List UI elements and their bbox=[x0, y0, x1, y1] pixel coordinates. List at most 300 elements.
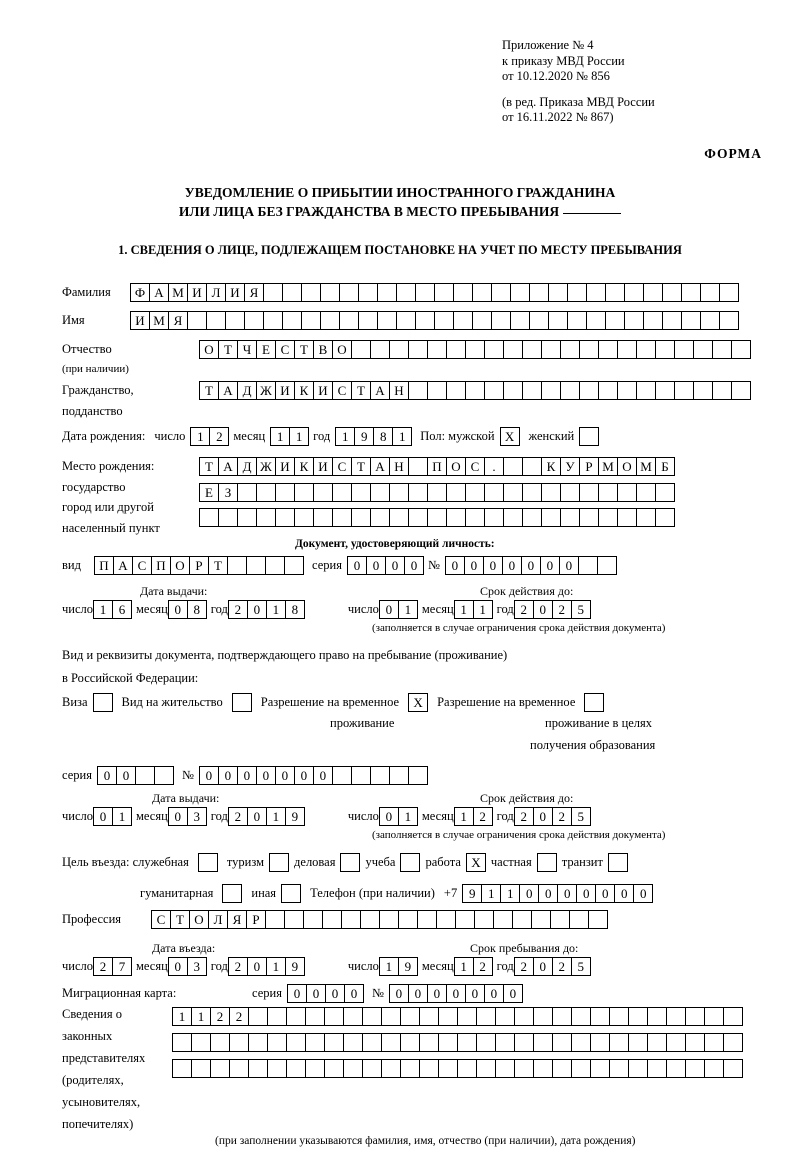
cell[interactable] bbox=[419, 1007, 439, 1026]
cell[interactable]: 0 bbox=[168, 600, 188, 619]
cell[interactable] bbox=[503, 340, 523, 359]
cell[interactable] bbox=[263, 283, 283, 302]
cell[interactable] bbox=[389, 340, 409, 359]
cell[interactable] bbox=[305, 1033, 325, 1052]
cell[interactable] bbox=[465, 483, 485, 502]
cell[interactable] bbox=[533, 1033, 553, 1052]
cell[interactable] bbox=[227, 556, 247, 575]
cell[interactable]: 1 bbox=[454, 600, 474, 619]
cell[interactable] bbox=[453, 311, 473, 330]
cell[interactable]: Ф bbox=[130, 283, 150, 302]
cell[interactable]: 2 bbox=[228, 807, 248, 826]
purpose-transit-checkbox[interactable] bbox=[608, 853, 628, 872]
cell[interactable]: О bbox=[170, 556, 190, 575]
cell[interactable] bbox=[415, 311, 435, 330]
cell[interactable] bbox=[465, 381, 485, 400]
cell[interactable]: Д bbox=[237, 381, 257, 400]
cell[interactable]: 1 bbox=[266, 807, 286, 826]
cell[interactable] bbox=[265, 910, 285, 929]
cell[interactable]: Я bbox=[227, 910, 247, 929]
cell[interactable] bbox=[282, 283, 302, 302]
stay-day-boxes[interactable] bbox=[379, 957, 417, 976]
cell[interactable]: 0 bbox=[199, 766, 219, 785]
purpose-humanitarian-checkbox[interactable] bbox=[222, 884, 242, 903]
identity-valid-month-boxes[interactable] bbox=[454, 600, 492, 619]
cell[interactable]: Т bbox=[218, 340, 238, 359]
cell[interactable] bbox=[419, 1059, 439, 1078]
cell[interactable] bbox=[343, 1059, 363, 1078]
cell[interactable] bbox=[446, 381, 466, 400]
birth-month-boxes[interactable] bbox=[270, 427, 308, 446]
cell[interactable] bbox=[662, 311, 682, 330]
cell[interactable] bbox=[567, 283, 587, 302]
permit-series-boxes[interactable] bbox=[97, 766, 173, 785]
cell[interactable] bbox=[332, 508, 352, 527]
cell[interactable] bbox=[408, 457, 428, 476]
cell[interactable] bbox=[265, 556, 285, 575]
representatives-boxes-row3[interactable] bbox=[172, 1059, 742, 1078]
cell[interactable]: 0 bbox=[218, 766, 238, 785]
cell[interactable] bbox=[398, 910, 418, 929]
cell[interactable] bbox=[457, 1033, 477, 1052]
cell[interactable]: С bbox=[465, 457, 485, 476]
cell[interactable] bbox=[267, 1033, 287, 1052]
purpose-tourism-checkbox[interactable] bbox=[269, 853, 289, 872]
cell[interactable]: 1 bbox=[500, 884, 520, 903]
cell[interactable]: 0 bbox=[247, 807, 267, 826]
cell[interactable] bbox=[484, 340, 504, 359]
cell[interactable] bbox=[427, 508, 447, 527]
permit-issue-day-boxes[interactable] bbox=[93, 807, 131, 826]
cell[interactable] bbox=[522, 508, 542, 527]
surname-boxes[interactable] bbox=[130, 283, 738, 302]
cell[interactable]: А bbox=[218, 457, 238, 476]
cell[interactable] bbox=[389, 766, 409, 785]
cell[interactable]: Н bbox=[389, 457, 409, 476]
cell[interactable] bbox=[636, 508, 656, 527]
cell[interactable] bbox=[723, 1033, 743, 1052]
purpose-service-checkbox[interactable] bbox=[198, 853, 218, 872]
cell[interactable] bbox=[514, 1033, 534, 1052]
cell[interactable]: 9 bbox=[285, 957, 305, 976]
cell[interactable] bbox=[723, 1059, 743, 1078]
cell[interactable]: О bbox=[332, 340, 352, 359]
cell[interactable] bbox=[693, 381, 713, 400]
cell[interactable]: 0 bbox=[559, 556, 579, 575]
cell[interactable] bbox=[503, 483, 523, 502]
cell[interactable] bbox=[472, 311, 492, 330]
cell[interactable] bbox=[533, 1007, 553, 1026]
cell[interactable] bbox=[636, 381, 656, 400]
cell[interactable] bbox=[263, 311, 283, 330]
permit-valid-day-boxes[interactable] bbox=[379, 807, 417, 826]
cell[interactable] bbox=[655, 483, 675, 502]
cell[interactable]: 1 bbox=[93, 600, 113, 619]
stay-month-boxes[interactable] bbox=[454, 957, 492, 976]
cell[interactable]: 0 bbox=[404, 556, 424, 575]
cell[interactable]: 9 bbox=[354, 427, 374, 446]
cell[interactable] bbox=[647, 1007, 667, 1026]
cell[interactable]: 0 bbox=[366, 556, 386, 575]
cell[interactable] bbox=[531, 910, 551, 929]
cell[interactable] bbox=[343, 1033, 363, 1052]
cell[interactable] bbox=[446, 508, 466, 527]
cell[interactable] bbox=[643, 283, 663, 302]
entry-day-boxes[interactable] bbox=[93, 957, 131, 976]
cell[interactable]: 5 bbox=[571, 807, 591, 826]
cell[interactable] bbox=[476, 1007, 496, 1026]
cell[interactable] bbox=[586, 311, 606, 330]
cell[interactable]: 2 bbox=[552, 807, 572, 826]
cell[interactable]: 0 bbox=[538, 884, 558, 903]
cell[interactable] bbox=[436, 910, 456, 929]
cell[interactable]: . bbox=[484, 457, 504, 476]
identity-issue-month-boxes[interactable] bbox=[168, 600, 206, 619]
cell[interactable] bbox=[286, 1059, 306, 1078]
cell[interactable]: 1 bbox=[172, 1007, 192, 1026]
cell[interactable] bbox=[493, 910, 513, 929]
cell[interactable] bbox=[512, 910, 532, 929]
cell[interactable]: З bbox=[218, 483, 238, 502]
cell[interactable]: 9 bbox=[285, 807, 305, 826]
cell[interactable] bbox=[628, 1033, 648, 1052]
cell[interactable] bbox=[617, 483, 637, 502]
cell[interactable]: 0 bbox=[287, 984, 307, 1003]
cell[interactable]: 2 bbox=[209, 427, 229, 446]
cell[interactable] bbox=[438, 1059, 458, 1078]
cell[interactable]: Я bbox=[244, 283, 264, 302]
cell[interactable]: 1 bbox=[454, 957, 474, 976]
cell[interactable]: 0 bbox=[247, 600, 267, 619]
cell[interactable] bbox=[362, 1007, 382, 1026]
cell[interactable] bbox=[552, 1033, 572, 1052]
cell[interactable]: 2 bbox=[229, 1007, 249, 1026]
cell[interactable] bbox=[598, 381, 618, 400]
cell[interactable] bbox=[605, 283, 625, 302]
cell[interactable]: А bbox=[370, 381, 390, 400]
temp-residence-checkbox[interactable]: X bbox=[408, 693, 428, 712]
cell[interactable] bbox=[320, 283, 340, 302]
cell[interactable] bbox=[294, 483, 314, 502]
permit-number-boxes[interactable] bbox=[199, 766, 427, 785]
cell[interactable]: 0 bbox=[275, 766, 295, 785]
cell[interactable] bbox=[370, 483, 390, 502]
cell[interactable] bbox=[666, 1007, 686, 1026]
cell[interactable]: Е bbox=[256, 340, 276, 359]
cell[interactable]: Л bbox=[208, 910, 228, 929]
cell[interactable] bbox=[723, 1007, 743, 1026]
cell[interactable] bbox=[225, 311, 245, 330]
cell[interactable] bbox=[598, 340, 618, 359]
cell[interactable] bbox=[248, 1007, 268, 1026]
cell[interactable] bbox=[332, 766, 352, 785]
cell[interactable] bbox=[246, 556, 266, 575]
identity-number-boxes[interactable] bbox=[445, 556, 616, 575]
cell[interactable]: 2 bbox=[93, 957, 113, 976]
cell[interactable]: Н bbox=[389, 381, 409, 400]
cell[interactable]: А bbox=[218, 381, 238, 400]
cell[interactable]: П bbox=[94, 556, 114, 575]
cell[interactable] bbox=[434, 311, 454, 330]
cell[interactable] bbox=[647, 1059, 667, 1078]
cell[interactable] bbox=[719, 311, 739, 330]
cell[interactable]: 0 bbox=[557, 884, 577, 903]
cell[interactable] bbox=[700, 283, 720, 302]
cell[interactable]: М bbox=[598, 457, 618, 476]
cell[interactable]: Т bbox=[294, 340, 314, 359]
cell[interactable] bbox=[360, 910, 380, 929]
cell[interactable]: 5 bbox=[571, 600, 591, 619]
cell[interactable]: 1 bbox=[481, 884, 501, 903]
permit-issue-month-boxes[interactable] bbox=[168, 807, 206, 826]
cell[interactable] bbox=[541, 483, 561, 502]
visa-checkbox[interactable] bbox=[93, 693, 113, 712]
cell[interactable]: 3 bbox=[187, 807, 207, 826]
cell[interactable]: 1 bbox=[454, 807, 474, 826]
sex-female-checkbox[interactable] bbox=[579, 427, 599, 446]
cell[interactable] bbox=[597, 556, 617, 575]
cell[interactable]: Б bbox=[655, 457, 675, 476]
cell[interactable] bbox=[522, 340, 542, 359]
entry-month-boxes[interactable] bbox=[168, 957, 206, 976]
cell[interactable] bbox=[529, 311, 549, 330]
cell[interactable] bbox=[514, 1007, 534, 1026]
cell[interactable]: Т bbox=[351, 457, 371, 476]
cell[interactable]: 0 bbox=[633, 884, 653, 903]
cell[interactable] bbox=[655, 340, 675, 359]
cell[interactable]: 0 bbox=[533, 807, 553, 826]
cell[interactable] bbox=[408, 381, 428, 400]
cell[interactable]: 0 bbox=[379, 807, 399, 826]
cell[interactable]: С bbox=[275, 340, 295, 359]
birth-year-boxes[interactable] bbox=[335, 427, 411, 446]
cell[interactable] bbox=[206, 311, 226, 330]
cell[interactable] bbox=[322, 910, 342, 929]
cell[interactable] bbox=[218, 508, 238, 527]
edu-residence-checkbox[interactable] bbox=[584, 693, 604, 712]
cell[interactable] bbox=[465, 508, 485, 527]
cell[interactable]: 0 bbox=[614, 884, 634, 903]
cell[interactable] bbox=[712, 381, 732, 400]
cell[interactable]: О bbox=[446, 457, 466, 476]
cell[interactable] bbox=[578, 556, 598, 575]
cell[interactable]: И bbox=[313, 381, 333, 400]
cell[interactable]: 0 bbox=[97, 766, 117, 785]
cell[interactable] bbox=[533, 1059, 553, 1078]
cell[interactable]: 0 bbox=[427, 984, 447, 1003]
cell[interactable]: С bbox=[332, 381, 352, 400]
cell[interactable]: 0 bbox=[533, 600, 553, 619]
cell[interactable]: Т bbox=[170, 910, 190, 929]
cell[interactable]: Т bbox=[351, 381, 371, 400]
cell[interactable]: 2 bbox=[514, 807, 534, 826]
cell[interactable] bbox=[303, 910, 323, 929]
cell[interactable] bbox=[358, 283, 378, 302]
cell[interactable] bbox=[541, 340, 561, 359]
cell[interactable] bbox=[495, 1033, 515, 1052]
migration-series-boxes[interactable] bbox=[287, 984, 363, 1003]
cell[interactable]: 0 bbox=[576, 884, 596, 903]
cell[interactable]: 0 bbox=[503, 984, 523, 1003]
cell[interactable]: М bbox=[168, 283, 188, 302]
cell[interactable]: 2 bbox=[473, 957, 493, 976]
cell[interactable]: 0 bbox=[325, 984, 345, 1003]
cell[interactable]: 5 bbox=[571, 957, 591, 976]
cell[interactable] bbox=[286, 1033, 306, 1052]
representatives-boxes-row1[interactable] bbox=[172, 1007, 742, 1026]
cell[interactable]: Р bbox=[579, 457, 599, 476]
cell[interactable] bbox=[284, 910, 304, 929]
cell[interactable] bbox=[693, 340, 713, 359]
purpose-study-checkbox[interactable] bbox=[400, 853, 420, 872]
cell[interactable] bbox=[503, 457, 523, 476]
cell[interactable] bbox=[681, 283, 701, 302]
cell[interactable] bbox=[712, 340, 732, 359]
cell[interactable]: 1 bbox=[266, 600, 286, 619]
cell[interactable] bbox=[560, 340, 580, 359]
cell[interactable] bbox=[624, 311, 644, 330]
cell[interactable]: У bbox=[560, 457, 580, 476]
cell[interactable] bbox=[320, 311, 340, 330]
cell[interactable]: 0 bbox=[446, 984, 466, 1003]
cell[interactable] bbox=[484, 381, 504, 400]
cell[interactable] bbox=[522, 457, 542, 476]
cell[interactable]: Р bbox=[189, 556, 209, 575]
cell[interactable] bbox=[700, 311, 720, 330]
cell[interactable] bbox=[491, 283, 511, 302]
cell[interactable] bbox=[400, 1059, 420, 1078]
cell[interactable] bbox=[586, 283, 606, 302]
cell[interactable]: 0 bbox=[389, 984, 409, 1003]
cell[interactable] bbox=[381, 1007, 401, 1026]
cell[interactable] bbox=[457, 1007, 477, 1026]
name-boxes[interactable] bbox=[130, 311, 738, 330]
cell[interactable]: 0 bbox=[237, 766, 257, 785]
cell[interactable]: 0 bbox=[445, 556, 465, 575]
cell[interactable]: С bbox=[132, 556, 152, 575]
cell[interactable]: 3 bbox=[187, 957, 207, 976]
cell[interactable] bbox=[598, 483, 618, 502]
cell[interactable] bbox=[503, 508, 523, 527]
cell[interactable] bbox=[571, 1033, 591, 1052]
cell[interactable]: 1 bbox=[379, 957, 399, 976]
cell[interactable]: 0 bbox=[306, 984, 326, 1003]
cell[interactable] bbox=[351, 766, 371, 785]
cell[interactable]: С bbox=[332, 457, 352, 476]
cell[interactable]: 8 bbox=[187, 600, 207, 619]
cell[interactable] bbox=[579, 508, 599, 527]
cell[interactable] bbox=[550, 910, 570, 929]
cell[interactable] bbox=[495, 1007, 515, 1026]
cell[interactable] bbox=[438, 1033, 458, 1052]
cell[interactable]: И bbox=[130, 311, 150, 330]
purpose-private-checkbox[interactable] bbox=[537, 853, 557, 872]
cell[interactable]: 8 bbox=[285, 600, 305, 619]
cell[interactable]: 9 bbox=[462, 884, 482, 903]
cell[interactable] bbox=[427, 381, 447, 400]
cell[interactable] bbox=[674, 381, 694, 400]
cell[interactable] bbox=[446, 340, 466, 359]
cell[interactable]: И bbox=[225, 283, 245, 302]
cell[interactable] bbox=[704, 1059, 724, 1078]
identity-type-boxes[interactable] bbox=[94, 556, 303, 575]
cell[interactable] bbox=[590, 1007, 610, 1026]
cell[interactable] bbox=[400, 1033, 420, 1052]
cell[interactable]: 1 bbox=[266, 957, 286, 976]
cell[interactable]: Я bbox=[168, 311, 188, 330]
cell[interactable]: 1 bbox=[190, 427, 210, 446]
permit-valid-month-boxes[interactable] bbox=[454, 807, 492, 826]
cell[interactable] bbox=[495, 1059, 515, 1078]
cell[interactable] bbox=[362, 1033, 382, 1052]
cell[interactable] bbox=[655, 381, 675, 400]
cell[interactable] bbox=[569, 910, 589, 929]
cell[interactable] bbox=[628, 1059, 648, 1078]
cell[interactable]: Т bbox=[199, 457, 219, 476]
cell[interactable]: А bbox=[370, 457, 390, 476]
cell[interactable] bbox=[191, 1033, 211, 1052]
cell[interactable] bbox=[685, 1059, 705, 1078]
cell[interactable] bbox=[248, 1033, 268, 1052]
cell[interactable]: 2 bbox=[514, 957, 534, 976]
cell[interactable]: 0 bbox=[247, 957, 267, 976]
cell[interactable]: 0 bbox=[116, 766, 136, 785]
cell[interactable] bbox=[624, 283, 644, 302]
cell[interactable]: 1 bbox=[335, 427, 355, 446]
cell[interactable] bbox=[548, 283, 568, 302]
cell[interactable] bbox=[210, 1033, 230, 1052]
cell[interactable] bbox=[674, 340, 694, 359]
cell[interactable] bbox=[135, 766, 155, 785]
cell[interactable] bbox=[339, 283, 359, 302]
cell[interactable] bbox=[294, 508, 314, 527]
cell[interactable]: Ж bbox=[256, 381, 276, 400]
cell[interactable] bbox=[719, 283, 739, 302]
cell[interactable]: Д bbox=[237, 457, 257, 476]
cell[interactable]: А bbox=[113, 556, 133, 575]
cell[interactable] bbox=[408, 508, 428, 527]
cell[interactable] bbox=[541, 381, 561, 400]
cell[interactable]: П bbox=[151, 556, 171, 575]
cell[interactable] bbox=[438, 1007, 458, 1026]
cell[interactable]: 0 bbox=[379, 600, 399, 619]
cell[interactable]: 0 bbox=[540, 556, 560, 575]
identity-issue-year-boxes[interactable] bbox=[228, 600, 304, 619]
cell[interactable] bbox=[324, 1059, 344, 1078]
cell[interactable]: Т bbox=[199, 381, 219, 400]
cell[interactable] bbox=[370, 766, 390, 785]
cell[interactable] bbox=[154, 766, 174, 785]
cell[interactable]: 2 bbox=[552, 957, 572, 976]
cell[interactable]: 2 bbox=[552, 600, 572, 619]
cell[interactable] bbox=[172, 1033, 192, 1052]
residence-checkbox[interactable] bbox=[232, 693, 252, 712]
sex-male-checkbox[interactable]: X bbox=[500, 427, 520, 446]
birthplace-country-boxes[interactable] bbox=[199, 457, 674, 476]
purpose-other-checkbox[interactable] bbox=[281, 884, 301, 903]
cell[interactable] bbox=[590, 1059, 610, 1078]
cell[interactable] bbox=[229, 1033, 249, 1052]
cell[interactable] bbox=[560, 381, 580, 400]
cell[interactable] bbox=[510, 311, 530, 330]
cell[interactable] bbox=[731, 340, 751, 359]
cell[interactable]: 0 bbox=[294, 766, 314, 785]
cell[interactable] bbox=[453, 283, 473, 302]
cell[interactable] bbox=[446, 483, 466, 502]
cell[interactable] bbox=[560, 483, 580, 502]
cell[interactable] bbox=[275, 508, 295, 527]
cell[interactable] bbox=[666, 1033, 686, 1052]
